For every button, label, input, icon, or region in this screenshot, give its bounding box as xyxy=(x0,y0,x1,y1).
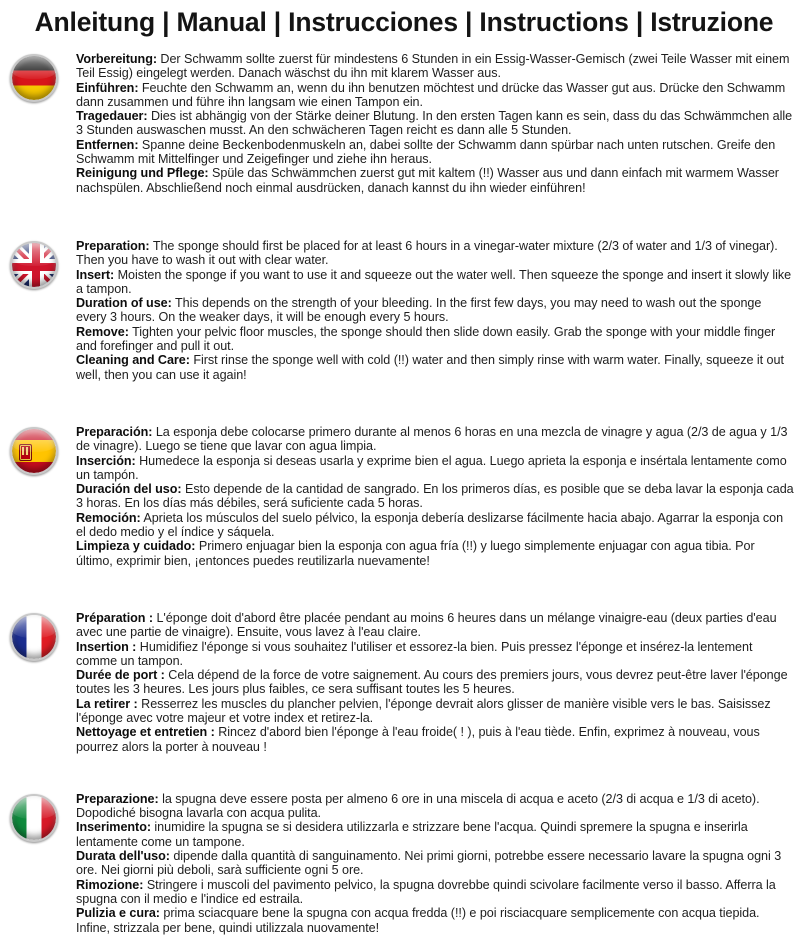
paragraph xyxy=(76,482,794,511)
paragraph-heading: Preparazione: xyxy=(76,791,159,806)
flag-united-kingdom-icon xyxy=(10,241,58,289)
paragraph-body: Tighten your pelvic floor muscles, the sponge should then slide down easily. Grab the sponge with your middle finger and forefinger and pull it out. xyxy=(76,324,776,354)
paragraph xyxy=(76,668,794,697)
paragraph xyxy=(76,511,794,540)
paragraph-body: Spanne deine Beckenbodenmuskeln an, dabei sollte der Schwamm dann spürbar nach unten rutschen. Greife den Schwamm mit Mittelfinger und Zeigefinger und ziehe ihn heraus. xyxy=(76,137,776,167)
paragraph-body: Resserrez les muscles du plancher pelvien, l'éponge devrait alors glisser de manière visible vers le bas. Saisissez l'éponge avec votre majeur et votre index et retirez-la. xyxy=(76,696,771,725)
language-section-fr xyxy=(0,611,800,754)
paragraph xyxy=(76,52,794,81)
paragraph xyxy=(76,539,794,568)
paragraph-heading: Préparation : xyxy=(76,610,154,625)
paragraph-body: Cela dépend de la force de votre saignement. Au cours des premiers jours, vous devrez peut-être laver l'éponge toutes les 3 heures. Les jours plus faibles, ce sera suffisant toutes les 5 heures. xyxy=(76,668,788,697)
paragraph xyxy=(76,138,794,167)
paragraph xyxy=(76,166,794,195)
paragraph-body: inumidire la spugna se si desidera utilizzarla e strizzare bene l'acqua. Quindi spremere la spugna e inserirla lentamente come un tampone. xyxy=(76,820,748,849)
paragraph-body: La esponja debe colocarse primero durante al menos 6 horas en una mezcla de vinagre y agua (2/3 de agua y 1/3 de vinagre). Luego se tiene que lavar con agua limpia. xyxy=(76,424,788,454)
paragraph-heading: Inserimento: xyxy=(76,820,151,835)
paragraph xyxy=(76,820,794,849)
paragraph-body: Der Schwamm sollte zuerst für mindestens 6 Stunden in ein Essig-Wasser-Gemisch (zwei Teile Wasser mit einem Teil Essig) eingelegt werden. Danach wäschst du ihn mit klarem Wasser aus. xyxy=(76,52,790,81)
paragraph-body: Aprieta los músculos del suelo pélvico, la esponja debería deslizarse fácilmente hacia abajo. Agarrar la esponja con el dedo medio y el índice y sáquela. xyxy=(76,510,784,540)
paragraph xyxy=(76,454,794,483)
paragraph xyxy=(76,109,794,138)
paragraph-heading: Inserción: xyxy=(76,453,136,468)
paragraph-heading: Einführen: xyxy=(76,80,139,95)
paragraph-body: prima sciacquare bene la spugna con acqua fredda (!!) e poi risciacquare semplicemente con acqua tiepida. Infine, strizzala per bene, quindi utilizzala nuovamente! xyxy=(76,906,760,935)
flag-spain-icon xyxy=(10,427,58,475)
paragraph xyxy=(76,611,794,640)
paragraph-heading: Limpieza y cuidado: xyxy=(76,539,196,554)
paragraph xyxy=(76,906,794,935)
paragraph-heading: Durata dell'uso: xyxy=(76,849,170,864)
language-section-gb xyxy=(0,239,800,382)
paragraph-body: Humidifiez l'éponge si vous souhaitez l'utiliser et essorez-la bien. Puis pressez l'éponge et insérez-la lentement comme un tampon. xyxy=(76,639,753,668)
flag-cell-de xyxy=(10,52,76,102)
paragraph-body: This depends on the strength of your bleeding. In the first few days, you may need to wash out the sponge every 3 hours. On the weaker days, it will be enough every 5 hours. xyxy=(76,296,762,325)
flag-italy-icon xyxy=(10,794,58,842)
paragraph-heading: Remoción: xyxy=(76,510,141,525)
paragraph xyxy=(76,849,794,878)
paragraph-body: dipende dalla quantità di sanguinamento. Nei primi giorni, potrebbe essere necessario lavare la spugna ogni 3 ore. Nei giorni più deboli, sarà sufficiente ogni 5 ore. xyxy=(76,849,782,878)
paragraph-body: Rincez d'abord bien l'éponge à l'eau froide( ! ), puis à l'eau tiède. Enfin, exprimez à nouveau, vous pourrez alors la porter à nouveau ! xyxy=(76,725,760,754)
language-section-it xyxy=(0,792,800,935)
paragraph-heading: Insert: xyxy=(76,267,115,282)
instructions-it xyxy=(76,792,798,935)
paragraph-heading: Duración del uso: xyxy=(76,482,182,497)
paragraph-body: The sponge should first be placed for at least 6 hours in a vinegar-water mixture (2/3 of water and 1/3 of vinegar). Then you have to wash it out with clear water. xyxy=(76,238,778,268)
paragraph-heading: Insertion : xyxy=(76,639,137,654)
paragraph-heading: Durée de port : xyxy=(76,668,165,683)
paragraph xyxy=(76,353,794,382)
instructions-es xyxy=(76,425,798,568)
paragraph-body: Stringere i muscoli del pavimento pelvico, la spugna dovrebbe quindi scivolare facilmente verso il basso. Afferra la spugna con il medio e l'indice ed estraila. xyxy=(76,877,776,906)
language-section-es xyxy=(0,425,800,568)
language-section-de xyxy=(0,52,800,195)
paragraph xyxy=(76,725,794,754)
paragraph-heading: Tragedauer: xyxy=(76,109,148,124)
paragraph-heading: Entfernen: xyxy=(76,137,139,152)
paragraph xyxy=(76,792,794,821)
language-sections xyxy=(0,38,800,935)
paragraph-body: Moisten the sponge if you want to use it and squeeze out the water well. Then squeeze the sponge and insert it slowly like a tampon. xyxy=(76,267,792,296)
paragraph xyxy=(76,239,794,268)
paragraph xyxy=(76,81,794,110)
flag-cell-fr xyxy=(10,611,76,661)
paragraph-body: Dies ist abhängig von der Stärke deiner Blutung. In den ersten Tagen kann es sein, dass du das Schwämmchen alle 3 Stunden auswaschen musst. An den schwächeren Tagen reicht es dann alle 5 Stunden. xyxy=(76,109,793,138)
paragraph-body: Feuchte den Schwamm an, wenn du ihn benutzen möchtest und drücke das Wasser gut aus. Drücke den Schwamm dann zusammen und führe ihn langsam wie einen Tampon ein. xyxy=(76,80,786,109)
instructions-fr xyxy=(76,611,798,754)
page-title: Anleitung | Manual | Instrucciones | Instructions | Istruzione xyxy=(34,7,774,37)
paragraph xyxy=(76,325,794,354)
paragraph-heading: Vorbereitung: xyxy=(76,52,157,66)
paragraph-body: L'éponge doit d'abord être placée pendant au moins 6 heures dans un mélange vinaigre-eau (deux parties d'eau avec une partie de vinaigre). Ensuite, vous lavez à l'eau claire. xyxy=(76,610,777,640)
paragraph-heading: La retirer : xyxy=(76,696,138,711)
paragraph-heading: Nettoyage et entretien : xyxy=(76,725,215,740)
instructions-gb xyxy=(76,239,798,382)
flag-cell-gb xyxy=(10,239,76,289)
paragraph-heading: Cleaning and Care: xyxy=(76,353,190,368)
paragraph xyxy=(76,640,794,669)
flag-cell-es xyxy=(10,425,76,475)
paragraph-heading: Preparación: xyxy=(76,424,153,439)
paragraph-heading: Duration of use: xyxy=(76,296,172,311)
paragraph-body: la spugna deve essere posta per almeno 6 ore in una miscela di acqua e aceto (2/3 di acqua e 1/3 di aceto). Dopodiché bisogna lavarla con acqua pulita. xyxy=(76,791,760,821)
paragraph-body: First rinse the sponge well with cold (!!) water and then simply rinse with warm water. Finally, squeeze it out well, then you can use it again! xyxy=(76,353,784,382)
paragraph-heading: Reinigung und Pflege: xyxy=(76,166,209,181)
paragraph-body: Humedece la esponja si deseas usarla y exprime bien el agua. Luego aprieta la esponja e insértala lentamente como un tampón. xyxy=(76,453,787,482)
paragraph xyxy=(76,296,794,325)
paragraph-heading: Preparation: xyxy=(76,238,150,253)
paragraph-heading: Pulizia e cura: xyxy=(76,906,160,921)
paragraph xyxy=(76,425,794,454)
paragraph-body: Esto depende de la cantidad de sangrado. En los primeros días, es posible que se deba lavar la esponja cada 3 horas. En los días más débiles, será suficiente cada 5 horas. xyxy=(76,482,794,511)
paragraph-body: Primero enjuagar bien la esponja con agua fría (!!) y luego simplemente enjuagar con agua tibia. Por último, exprimir bien, ¡entonces puedes reutilizarla nuevamente! xyxy=(76,539,755,568)
paragraph xyxy=(76,878,794,907)
paragraph-body: Spüle das Schwämmchen zuerst gut mit kaltem (!!) Wasser aus und dann einfach mit warmem Wasser nachspülen. Abschließend noch einmal ausdrücken, danach kannst du ihn wieder einführen! xyxy=(76,166,779,195)
paragraph xyxy=(76,697,794,726)
flag-france-icon xyxy=(10,613,58,661)
instructions-de xyxy=(76,52,798,195)
flag-germany-icon xyxy=(10,54,58,102)
paragraph xyxy=(76,268,794,297)
paragraph-heading: Remove: xyxy=(76,324,129,339)
flag-cell-it xyxy=(10,792,76,842)
paragraph-heading: Rimozione: xyxy=(76,877,144,892)
